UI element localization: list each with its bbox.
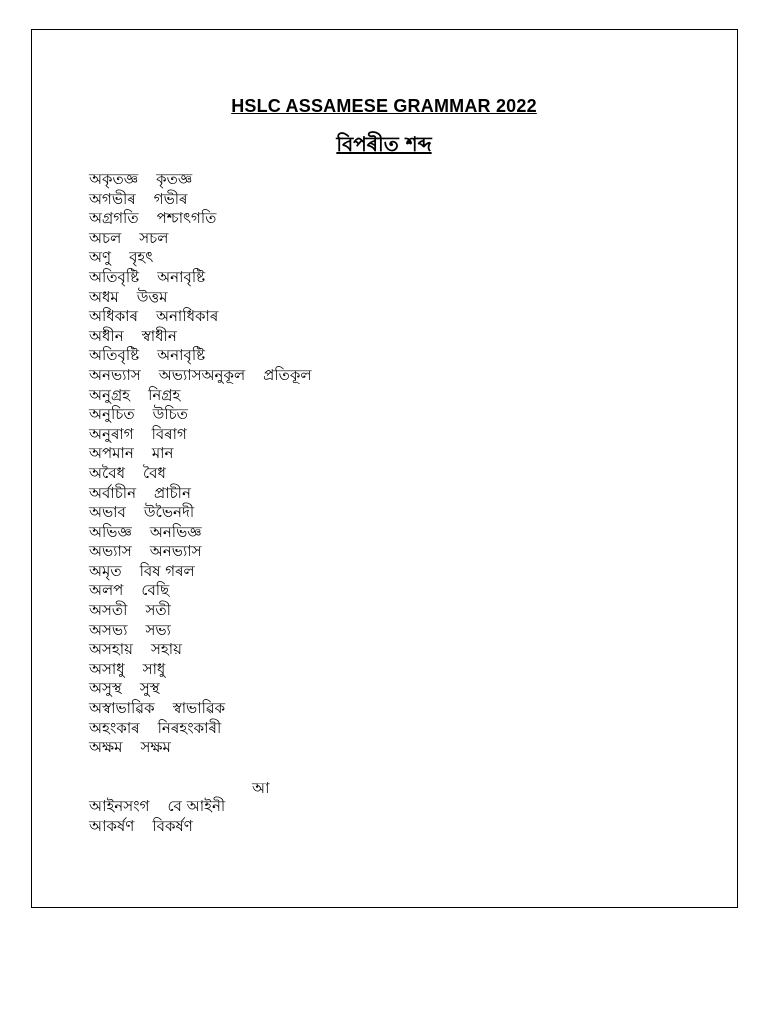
- antonym-word: বিষ গৰল: [139, 561, 195, 580]
- antonym-pair-row: [89, 346, 312, 366]
- section-heading-aa: আ: [252, 779, 270, 797]
- antonym-pair-row: [89, 581, 312, 601]
- antonym-word: প্ৰাচীন: [154, 483, 191, 502]
- word: অক্ষম: [89, 738, 123, 757]
- antonym-word: সহায়: [150, 640, 182, 659]
- antonym-pair-row: [89, 444, 312, 464]
- antonym-word: বৃহৎ: [129, 248, 154, 267]
- word: অলপ: [89, 581, 124, 600]
- word: অনুচিত: [89, 405, 135, 424]
- antonym-word: অনাধিকাৰ: [155, 307, 219, 326]
- word: অমৃত: [89, 561, 122, 580]
- antonym-pair-row: [89, 660, 312, 680]
- antonym-word: উত্তম: [136, 287, 168, 306]
- word: অনভ্যাস: [89, 365, 141, 384]
- word: অভাব: [89, 503, 126, 522]
- antonym-pair-row: [89, 738, 312, 758]
- page-subtitle: বিপৰীত শব্দ: [336, 132, 432, 156]
- word: অসাধু: [89, 659, 125, 678]
- antonym-pair-row: [89, 699, 312, 719]
- word: অধীন: [89, 326, 124, 345]
- antonym-word: সচল: [139, 228, 169, 247]
- antonym-word: প্ৰতিকূল: [263, 365, 312, 384]
- antonym-word: অভ্যাসঅনুকূল: [158, 365, 246, 384]
- antonym-pair-row: [89, 523, 312, 543]
- word: অনুৰাগ: [89, 424, 134, 443]
- word: অভিজ্ঞ: [89, 522, 132, 541]
- antonym-word: উভৈনদী: [143, 503, 195, 522]
- antonym-word: বৈধ: [143, 463, 166, 482]
- antonym-pair-row: [89, 327, 312, 347]
- antonym-pair-row: [89, 190, 312, 210]
- word: অধিকাৰ: [89, 307, 138, 326]
- antonym-pair-row: [89, 425, 312, 445]
- antonym-word: নিগ্ৰহ: [148, 385, 181, 404]
- antonym-pair-row: [89, 542, 312, 562]
- antonym-word: স্বাধীন: [141, 326, 177, 345]
- antonym-list-aa: [89, 797, 225, 836]
- word: অস্বাভাৱিক: [89, 699, 155, 718]
- antonym-pair-row: [89, 562, 312, 582]
- antonym-pair-row: [89, 268, 312, 288]
- antonym-pair-row: [89, 366, 312, 386]
- page-title: HSLC ASSAMESE GRAMMAR 2022: [231, 96, 537, 116]
- word: অসহায়: [89, 640, 133, 659]
- antonym-word: বেছি: [141, 581, 170, 600]
- antonym-pair-row: [89, 503, 312, 523]
- antonym-word: সাধু: [142, 659, 166, 678]
- antonym-pair-row: [89, 484, 312, 504]
- word: অবৈধ: [89, 463, 126, 482]
- word: অপমান: [89, 444, 134, 463]
- antonym-pair-row: [89, 640, 312, 660]
- antonym-pair-row: [89, 797, 225, 817]
- word: অসুস্থ: [89, 679, 122, 698]
- antonym-word: নিৰহংকাৰী: [157, 718, 222, 737]
- antonym-list-a: [89, 170, 312, 758]
- word: আকৰ্ষণ: [89, 816, 135, 835]
- word: অগভীৰ: [89, 189, 136, 208]
- word: অতিবৃষ্টি: [89, 346, 140, 365]
- antonym-word: বিকৰ্ষণ: [152, 816, 193, 835]
- antonym-pair-row: [89, 386, 312, 406]
- word: অণু: [89, 248, 112, 267]
- word: অভ্যাস: [89, 542, 132, 561]
- antonym-word: অনভ্যাস: [149, 542, 202, 561]
- antonym-pair-row: [89, 209, 312, 229]
- antonym-word: অনভিজ্ঞ: [149, 522, 202, 541]
- word: অধম: [89, 287, 119, 306]
- word: অতিবৃষ্টি: [89, 267, 140, 286]
- antonym-word: স্বাভাৱিক: [172, 699, 226, 718]
- antonym-word: অনাবৃষ্টি: [157, 346, 206, 365]
- antonym-word: পশ্চাৎগতি: [156, 209, 217, 228]
- antonym-pair-row: [89, 817, 225, 837]
- antonym-pair-row: [89, 405, 312, 425]
- word: আইনসংগ: [89, 797, 150, 815]
- antonym-word: কৃতজ্ঞ: [156, 170, 193, 188]
- antonym-word: সভ্য: [145, 620, 171, 639]
- antonym-pair-row: [89, 248, 312, 268]
- antonym-pair-row: [89, 719, 312, 739]
- antonym-word: গভীৰ: [153, 189, 188, 208]
- word: অৰ্বাচীন: [89, 483, 137, 502]
- antonym-pair-row: [89, 621, 312, 641]
- antonym-pair-row: [89, 288, 312, 308]
- antonym-word: মান: [151, 444, 174, 463]
- antonym-pair-row: [89, 601, 312, 621]
- antonym-word: বে আইনী: [167, 797, 226, 815]
- word: অচল: [89, 228, 122, 247]
- word: অহংকাৰ: [89, 718, 140, 737]
- antonym-word: অনাবৃষ্টি: [157, 267, 206, 286]
- antonym-pair-row: [89, 229, 312, 249]
- antonym-word: সুস্থ: [139, 679, 160, 698]
- antonym-word: সতী: [145, 601, 171, 620]
- antonym-pair-row: [89, 307, 312, 327]
- antonym-pair-row: [89, 464, 312, 484]
- word: অসতী: [89, 601, 128, 620]
- antonym-word: উচিত: [152, 405, 188, 424]
- antonym-pair-row: [89, 170, 312, 190]
- antonym-word: বিৰাগ: [151, 424, 187, 443]
- word: অগ্ৰগতি: [89, 209, 139, 228]
- word: অনুগ্ৰহ: [89, 385, 131, 404]
- antonym-word: সক্ষম: [140, 738, 171, 757]
- word: অকৃতজ্ঞ: [89, 170, 139, 188]
- word: অসভ্য: [89, 620, 128, 639]
- antonym-pair-row: [89, 679, 312, 699]
